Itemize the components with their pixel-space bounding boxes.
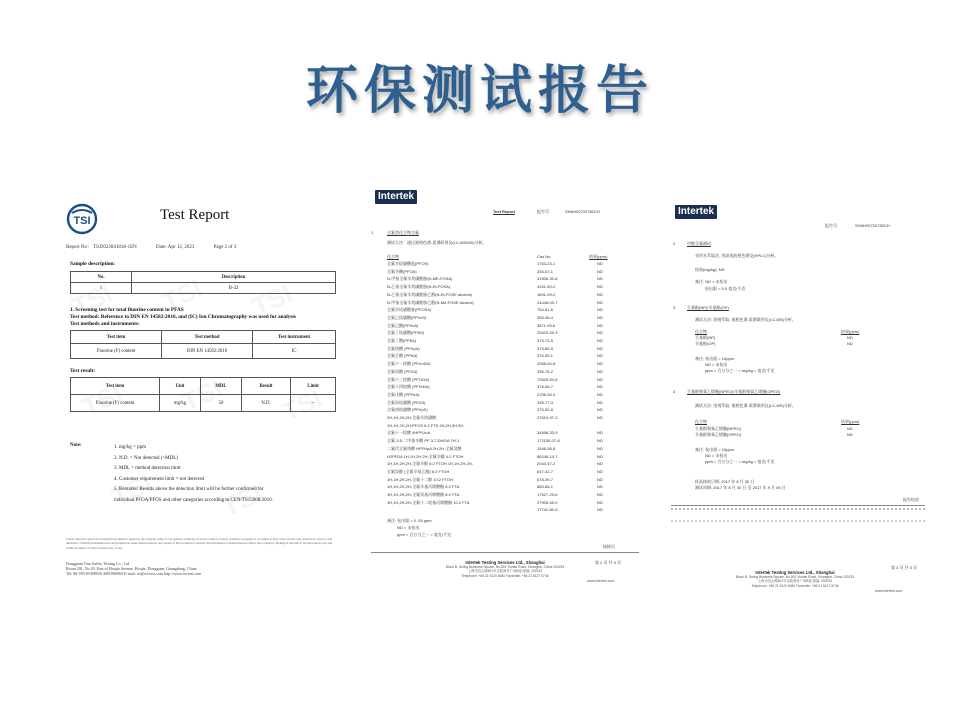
- table-header: Test method: [162, 331, 253, 344]
- report-number: SHAH00720782CH: [565, 209, 600, 214]
- result-value: ND: [597, 484, 603, 490]
- col-header-cas: Cas No.: [537, 254, 552, 259]
- note-item: 2. N.D. = Not detected (<MDL): [114, 455, 178, 461]
- compound-result: ND: [847, 426, 853, 431]
- table-row: [387, 361, 627, 367]
- table-row: [387, 292, 627, 298]
- cas-number: 865-86-1: [537, 484, 554, 490]
- cas-number: 375-73-5: [537, 338, 554, 343]
- cas-number: 24448-09-7: [537, 299, 558, 305]
- note-item: 备注: 检出限 = 0. 05 ppm: [387, 518, 432, 523]
- compound-result: ND: [847, 341, 853, 346]
- section-number: 3: [673, 305, 676, 310]
- table-row: [387, 284, 627, 290]
- cas-number: 375-85-9: [537, 345, 554, 351]
- table-cell: Fluorine (F) content: [71, 395, 160, 412]
- compound-name: 全氟己酸(PFHxA): [387, 322, 419, 328]
- cas-number: 4151-50-2: [537, 284, 556, 290]
- compound-name: 辛基酚聚氧乙烯醚(OPEO): [695, 432, 742, 437]
- compound-name: 全氟-3,5-二甲基辛酸 PF-3,7-DMOA 7H-1: [387, 438, 460, 444]
- result-value: ND: [597, 476, 603, 482]
- company-address: [66, 561, 336, 577]
- table-row: [387, 430, 627, 436]
- compound-name: H2PFDA 1H,1H,2H,2H-全氟辛醇 4:2 FTOH: [387, 453, 464, 459]
- result-value: ND: [597, 468, 603, 474]
- note-item: ppm = 百万分之一 = mg/kg = 毫克/千克: [705, 368, 775, 373]
- note-item: individual PFOA/PFOS and other categories according to CEN/TS15968:2010.: [114, 497, 273, 503]
- address-line: Room 201, No.29, East of Houjie Avenue, Houjie, Dongguan, Guangdong, China: [66, 566, 197, 572]
- table-header: Unit: [160, 378, 201, 395]
- continued-label: 接续页: [603, 544, 615, 549]
- page-title: 环保测试报告: [305, 61, 654, 121]
- note-item: ND = 未检出: [705, 453, 728, 458]
- note-item: 4. Customer requirement limit = not detected: [114, 476, 205, 482]
- compound-name: 壬基酚(NP): [695, 335, 716, 340]
- compound-name: 全氟十三烷酸 (PFTrDA): [387, 376, 430, 382]
- compound-name: 全氟庚酸 (PFHpA): [387, 345, 420, 351]
- table-cell: Fluorine (F) content: [71, 344, 162, 359]
- cas-number: 1763-23-1: [537, 261, 556, 266]
- company-website: www.intertek.com: [587, 579, 615, 583]
- table-header: Description: [132, 272, 336, 283]
- screening-heading: 1. Screening test for total fluorine content in PFAS: [70, 307, 184, 313]
- test-method: 测试方法：通过液相色谱-质谱联用仪(LC-MS/MS)分析。: [387, 240, 487, 245]
- table-row: [387, 438, 627, 444]
- test-method: 测试方法: 溶剂萃取, 液相色谱-质谱联用仪(LC-MS)分析。: [695, 403, 796, 408]
- company-website: www.intertek.com: [875, 589, 903, 593]
- receive-date: 样品接收日期: 2017 年 8 月 30 日: [695, 479, 755, 484]
- result-value: ND: [597, 276, 603, 282]
- result-value: ND: [597, 430, 603, 436]
- divider: [371, 552, 639, 553]
- note-item: ND = 未检出: [705, 362, 728, 367]
- company-footer: [695, 571, 895, 588]
- cas-number: 2058-94-8: [537, 361, 556, 367]
- note-item: 备注: 检出限 = 10ppm: [695, 447, 735, 452]
- table-header: Result: [242, 378, 291, 395]
- cas-number: 17741-60-5: [537, 507, 558, 513]
- result-value: ND: [597, 391, 603, 397]
- table-row: [387, 384, 627, 390]
- table-row: [387, 500, 627, 506]
- disclaimer: Unless otherwise agreed in writing,this document is issued by the company subject to its general conditions of service printed overleaf, available on request or accessible at http://www.tsi-test.com. Attention is drawn to the limitation of liability,indemnification and jurisdiction issues defined therein. Any holder of this document is advised that information contained hereon reflects the Company's findings at the time of its intervention only and within the limits of Client's instructions, if any.: [66, 537, 333, 550]
- result-value: ND: [597, 268, 603, 274]
- report-number: SHAH00720782CH: [855, 223, 890, 228]
- cas-number: 376-06-7: [537, 384, 554, 390]
- col-header-result: 结果(ppm): [841, 419, 860, 424]
- report-label: Test Report: [493, 209, 515, 214]
- section-number: 4: [673, 389, 676, 394]
- table-header: Test item: [71, 331, 162, 344]
- result-value: ND: [597, 376, 603, 382]
- result-line: 结果(mg/kg): ND: [695, 267, 725, 272]
- table-row: [387, 461, 627, 467]
- table-row: [387, 407, 627, 413]
- intertek-report-page-2: [365, 180, 645, 583]
- table-row: [387, 392, 627, 398]
- compound-name: 全氟辛烷磺酸盐(PFOS): [387, 261, 429, 266]
- table-row: [387, 261, 627, 267]
- intertek-report-page-3: [665, 195, 930, 600]
- page-indicator: 第 2 页 共 3 页: [595, 560, 622, 565]
- company-phone: Telephone: +86 21 6120 6060 Facsimile: +86 21 6127 6746: [461, 573, 549, 578]
- compound-name: 1H,1H,2H,2H-全氟辛基丙烯酸酯 6:2 FTA: [387, 484, 460, 490]
- compound-name: 全氟丁烷磺酸(PFBS): [387, 330, 425, 336]
- table-row: [387, 307, 627, 313]
- table-cell: 50: [201, 395, 242, 412]
- cas-number: 3871-99-6: [537, 322, 556, 328]
- table-row: [387, 423, 627, 429]
- tsi-logo-icon: [66, 203, 98, 235]
- cas-number: 1691-99-2: [537, 291, 556, 297]
- note-item: 备注: ND = 未检出: [695, 279, 728, 284]
- table-row: [387, 507, 627, 513]
- compound-name: 辛基酚(OP): [695, 341, 716, 346]
- note-item: 备注: 检出限 = 10ppm: [695, 356, 735, 361]
- table-row: [387, 369, 627, 375]
- table-row: [387, 330, 627, 336]
- cas-number: 647-42-7: [537, 468, 554, 474]
- compound-name: N-甲基全氟辛烷磺酰胺乙醇(N-Me-FOSE alcohol): [387, 299, 474, 305]
- table-cell: B-32: [132, 283, 336, 294]
- compound-name: N-乙基全氟辛烷磺酰胺乙醇(N-Et-FOSE alcohol): [387, 291, 472, 297]
- address-line: Tel: 86-769-85308050 4001086960 E-mail: tsi@tsi-test.com http://www.tsi-test.com: [66, 571, 202, 577]
- result-value: ND: [597, 307, 603, 313]
- table-header: No.: [71, 272, 132, 283]
- result-value: ND: [597, 453, 603, 459]
- table-cell: N.D.: [242, 395, 291, 412]
- cas-number: 678-39-7: [537, 476, 554, 482]
- company-address-cn: 上海市宜山路801号金陵商务广场B座 邮编: 200233: [467, 569, 543, 574]
- table-row: [387, 269, 627, 275]
- test-method: 测试方法: 溶剂萃取, 液相色谱-质谱联用仪(LC-MS)分析。: [695, 317, 796, 322]
- cas-number: 375-95-1: [537, 353, 554, 359]
- methods-heading: Test methods and instruments:: [70, 321, 140, 327]
- cas-number: 1546-95-8: [537, 445, 556, 451]
- note-label: Note:: [70, 443, 82, 448]
- note-item: ppm = 百万分之一 = mg/kg = 毫克/千克: [705, 459, 775, 464]
- compound-name: 全氟癸烷磺酸 (PFDS): [387, 399, 426, 405]
- compound-name: 全氟辛酸(PFOA): [387, 268, 417, 274]
- cas-number: 754-91-6: [537, 307, 554, 313]
- svg-text:TSI: TSI: [73, 215, 91, 227]
- table-row: [387, 276, 627, 282]
- result-value: ND: [597, 492, 603, 497]
- table-row: [387, 353, 627, 359]
- table-row: [387, 377, 627, 383]
- section-title: 壬基酚聚氧乙烯醚(NPEO)/辛基酚聚氧乙烯醚(OPEO): [687, 389, 781, 394]
- col-header-compound: 化合物: [387, 254, 399, 259]
- compound-name: N-乙基全氟辛烷磺酰胺(N-Et-FOSA): [387, 284, 451, 290]
- table-row: [387, 415, 627, 421]
- company-address-cn: 上海市宜山路801号金陵商务广场B座 邮编: 200233: [757, 579, 833, 584]
- table-row: [387, 469, 627, 475]
- table-cell: mg/kg: [160, 395, 201, 412]
- compound-name: 全氟十四烷酸 (PFTeDA): [387, 384, 430, 390]
- sample-table: [70, 271, 336, 294]
- page-indicator: Page 2 of 3: [213, 245, 237, 250]
- cas-number: 34598-33-9: [537, 430, 558, 436]
- method-line: Test method: Reference to DIN EN 14582:2016, and (IC) Ion Chromatography was used for analysis: [70, 314, 296, 320]
- result-value: ND: [597, 361, 603, 367]
- compound-result: ND: [847, 432, 853, 437]
- page-indicator: 第 3 页 共 3 页: [891, 565, 918, 570]
- compound-name: 1H,1H,2H,2H-全氟十二烷基丙烯酸酯 10:2 FTA: [387, 499, 470, 505]
- cas-number: 86248-14-7: [537, 453, 558, 459]
- test-period: 测试周期: 2017 年 8 月 30 日 至 2017 年 9 月 06 日: [695, 485, 786, 490]
- table-row: [387, 477, 627, 483]
- table-row: [387, 484, 627, 490]
- col-header-compound: 化合物: [695, 419, 707, 424]
- table-row: [387, 446, 627, 452]
- cas-number: 29420-49-3: [537, 330, 558, 336]
- cas-number: 335-67-1: [537, 268, 554, 274]
- result-value: ND: [597, 299, 603, 305]
- compound-name: 1H,1H,2H,2H-全氟辛醇 6:2 FTOH 1H,1H,2H,2H-: [387, 461, 473, 467]
- intertek-logo: Intertek: [675, 205, 717, 219]
- section-title: 甲醛含量测试: [687, 241, 711, 246]
- cas-number: 375-92-8: [537, 407, 554, 413]
- test-method: 采用水萃取法, 用高效液相色谱仪(HPLC)分析。: [695, 253, 779, 258]
- compound-name: 1H,1H,2H,2H-全氟癸基丙烯酸酯 8:2 FTA: [387, 492, 460, 497]
- section-title: 壬基酚(NP)/辛基酚(OP): [687, 305, 729, 310]
- table-row: [387, 338, 627, 344]
- result-value: ND: [597, 338, 603, 343]
- intertek-logo: Intertek: [375, 190, 417, 204]
- result-value: ND: [597, 284, 603, 290]
- table-cell: DIN EN 14582:2016: [162, 344, 253, 359]
- note-item: 5. Remarks: Results above the detection limit will be further confirmed for: [114, 487, 264, 492]
- result-value: ND: [597, 438, 603, 444]
- compound-name: 全氟癸醇 (全氟辛基乙醇) 8:2 FTOH: [387, 468, 450, 474]
- table-cell: IC: [253, 344, 336, 359]
- section-number: 2: [673, 241, 676, 246]
- report-meta: [66, 243, 336, 250]
- note-item: ppm = 百万分之一 = 毫克/千克: [397, 532, 452, 537]
- compound-name: 二氟代全氟庚酸 HPFHpA 2H,2H-全氟癸酸: [387, 445, 462, 451]
- table-header: Test instrument: [253, 331, 336, 344]
- table-cell: 1: [71, 283, 132, 294]
- table-row: [387, 323, 627, 329]
- compound-name: 全氟庚烷磺酸 (PFHpS): [387, 407, 428, 413]
- result-value: ND: [597, 314, 603, 320]
- compound-name: N-甲基全氟辛烷磺酰胺(N-ME-FOSA): [387, 276, 453, 282]
- tsi-test-report-page: [52, 185, 342, 580]
- notes-list: [114, 443, 344, 506]
- compound-name: 全氟辛烷磺酰胺(PFOSA): [387, 307, 432, 313]
- result-value: ND: [597, 445, 603, 451]
- result-value: ND: [597, 353, 603, 359]
- company-address: Block B, Jinling Business Square, No.801 Yishan Road, Shanghai, China 200233: [445, 565, 565, 570]
- report-end: 报告结束: [903, 497, 919, 502]
- company-footer: [405, 561, 605, 578]
- compound-name: 全氟壬酸 (PFNA): [387, 353, 418, 359]
- result-value: ND: [597, 345, 603, 351]
- table-header: Limit: [291, 378, 336, 395]
- note-item: 检出限 = 5.0 毫克/千克: [705, 286, 746, 291]
- compound-name: 壬基酚聚氧乙烯醚(NPEO): [695, 426, 741, 431]
- company-phone: Telephone: +86 21 6120 6060 Facsimile: +86 21 6127 6746: [751, 583, 839, 588]
- result-value: ND: [597, 322, 603, 328]
- section-number: 1: [371, 230, 374, 235]
- table-row: [387, 346, 627, 352]
- method-table: [70, 330, 336, 359]
- result-value: ND: [597, 415, 603, 420]
- cas-number: 72629-94-8: [537, 376, 558, 382]
- report-number-label: 报告号：: [537, 209, 553, 214]
- result-value: ND: [597, 399, 603, 405]
- col-header-result: 结果(ppm): [841, 329, 860, 334]
- result-value: ND: [597, 261, 603, 266]
- compound-name: 全氟癸酸 (PFDA): [387, 368, 418, 374]
- cas-number: 17527-29-6: [537, 492, 558, 497]
- compound-result: ND: [847, 335, 853, 340]
- cas-number: 2043-47-2: [537, 461, 556, 467]
- cas-number: 355-46-4: [537, 314, 554, 320]
- note-item: ND = 未检出: [397, 525, 420, 530]
- table-row: [387, 400, 627, 406]
- result-value: ND: [597, 499, 603, 505]
- compound-name: 1H,1H,2H,2H-全氟十二醇 10:2 FTOH: [387, 476, 453, 482]
- company-name: Intertek Testing Services Ltd., Shanghai: [465, 560, 545, 565]
- report-title: Test Report: [160, 207, 230, 223]
- compound-name: 全氟戊酸 (PFPeA): [387, 391, 420, 397]
- table-row: [387, 315, 627, 321]
- table-header: MDL: [201, 378, 242, 395]
- compound-name: 全氟己烷磺酸(PFHxS): [387, 314, 427, 320]
- result-value: ND: [597, 507, 603, 513]
- report-number-label: 报告号：: [825, 223, 841, 228]
- result-value: ND: [597, 384, 603, 390]
- result-value: ND: [597, 461, 603, 467]
- result-table: [70, 377, 336, 412]
- cas-number: 27619-97-2: [537, 415, 558, 420]
- cas-number: 172155-07-6: [537, 438, 560, 444]
- note-item: 3. MDL = method detection limit: [114, 466, 181, 471]
- table-row: [387, 492, 627, 498]
- note-item: 1. mg/kg = ppm: [114, 445, 146, 450]
- compound-name: 1H,1H,2H,2H-PFOS 6:2 FTS 2H,2H,3H,3H-: [387, 422, 465, 428]
- cas-number: 335-76-2: [537, 368, 554, 374]
- result-value: ND: [597, 368, 603, 374]
- fine-print: [671, 508, 925, 522]
- compound-name: 全氟十一烷酸 (PFUnDA): [387, 361, 431, 367]
- cas-number: 335-77-3: [537, 399, 554, 405]
- result-value: ND: [597, 291, 603, 297]
- table-header: Test item: [71, 378, 160, 395]
- compound-name: 2H,1H,2H,2H-全氟辛烷磺酸: [387, 415, 437, 420]
- cas-number: 31506-32-8: [537, 276, 558, 282]
- sample-heading: Sample description:: [70, 261, 116, 267]
- address-line: Dongguan True Safety Testing Co., Ltd: [66, 561, 130, 566]
- compound-name: 全氟十一烷酸 4HPFUnA: [387, 430, 431, 436]
- report-number: Report No： TSJ2023041818-1EN: [66, 245, 137, 250]
- cas-number: 27905-45-9: [537, 499, 558, 505]
- col-header-compound: 化合物: [695, 329, 707, 334]
- results-heading: Test result:: [70, 368, 96, 374]
- col-header-result: 结果(ppm): [589, 254, 608, 259]
- company-name: Intertek Testing Services Ltd., Shanghai: [755, 570, 835, 575]
- table-row: [387, 300, 627, 306]
- report-date: Date: Apr 12, 2023: [156, 245, 195, 250]
- table-cell: --: [291, 395, 336, 412]
- compound-name: 全氟丁酸(PFBA): [387, 338, 417, 343]
- divider: [671, 505, 925, 506]
- cas-number: 2706-90-3: [537, 391, 556, 397]
- company-address: Block B, Jinling Business Square, No.801 Yishan Road, Shanghai, China 200233: [735, 575, 855, 580]
- table-row: [387, 454, 627, 460]
- result-value: ND: [597, 330, 603, 336]
- result-value: ND: [597, 407, 603, 413]
- section-title: 全氟类化合物含量: [387, 230, 419, 235]
